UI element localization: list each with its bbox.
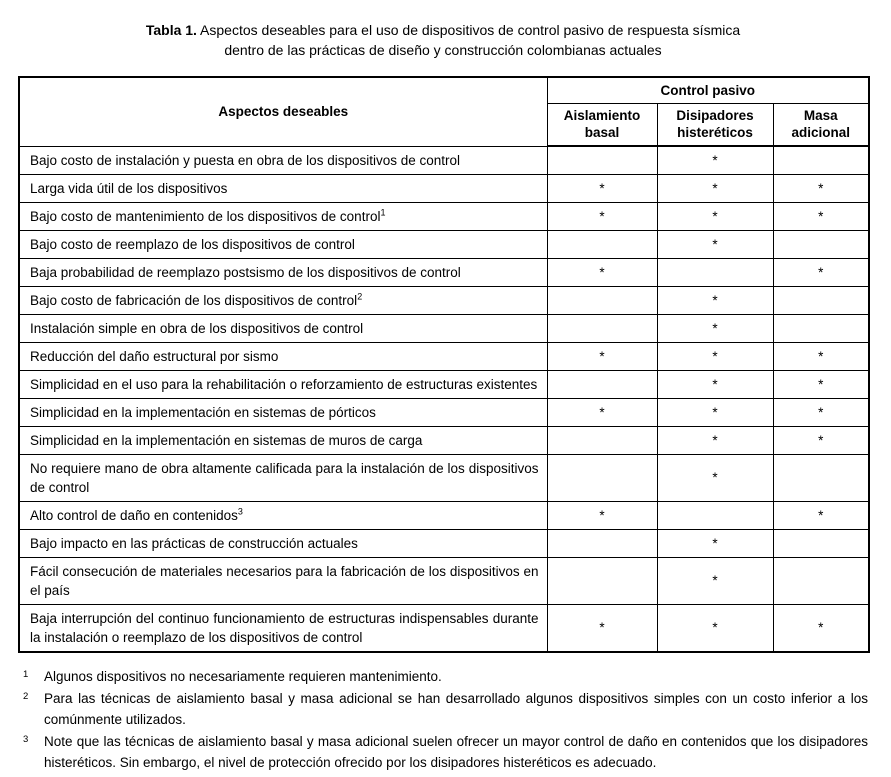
- mark-aislamiento-basal: [547, 286, 657, 314]
- caption-text-line2: dentro de las prácticas de diseño y construcción colombianas actuales: [224, 42, 662, 58]
- footnote-1-number: 1: [23, 668, 29, 680]
- mark-disipadores-histereticos: *: [657, 398, 773, 426]
- mark-masa-adicional: *: [773, 604, 869, 652]
- aspect-label: Reducción del daño estructural por sismo: [19, 342, 547, 370]
- mark-disipadores-histereticos: *: [657, 370, 773, 398]
- table-row: [19, 557, 869, 604]
- aspect-label: Baja interrupción del continuo funcionamiento de estructuras indispensables durante la instalación o reemplazo de los dispositivos de control: [19, 604, 547, 652]
- mark-aislamiento-basal: [547, 370, 657, 398]
- table-caption: [18, 20, 868, 60]
- header-row-group: [19, 77, 869, 103]
- mark-masa-adicional: [773, 230, 869, 258]
- table-row: [19, 501, 869, 529]
- aspect-label: Bajo costo de reemplazo de los dispositivos de control: [19, 230, 547, 258]
- mark-disipadores-histereticos: *: [657, 202, 773, 230]
- mark-disipadores-histereticos: *: [657, 557, 773, 604]
- caption-label: Tabla 1.: [145, 22, 197, 38]
- footnote-3-number: 3: [23, 733, 29, 745]
- mark-aislamiento-basal: *: [547, 604, 657, 652]
- aspect-label: Fácil consecución de materiales necesarios para la fabricación de los dispositivos en el país: [19, 557, 547, 604]
- aspects-table: [18, 76, 870, 653]
- aspect-label: No requiere mano de obra altamente calificada para la instalación de los dispositivos de control: [19, 454, 547, 501]
- mark-aislamiento-basal: *: [547, 398, 657, 426]
- table-row: [19, 314, 869, 342]
- aspect-label: Simplicidad en el uso para la rehabilitación o reforzamiento de estructuras existentes: [19, 370, 547, 398]
- header-aislamiento-basal: Aislamiento basal: [547, 103, 657, 146]
- aspect-label: Bajo impacto en las prácticas de construcción actuales: [19, 529, 547, 557]
- footnote-2-number: 2: [23, 690, 29, 702]
- mark-masa-adicional: *: [773, 174, 869, 202]
- mark-disipadores-histereticos: *: [657, 314, 773, 342]
- mark-masa-adicional: [773, 286, 869, 314]
- mark-aislamiento-basal: [547, 230, 657, 258]
- table-row: [19, 286, 869, 314]
- table-row: [19, 258, 869, 286]
- header-control-pasivo: Control pasivo: [547, 77, 869, 103]
- aspect-label: Bajo costo de instalación y puesta en obra de los dispositivos de control: [19, 146, 547, 174]
- table-row: [19, 398, 869, 426]
- mark-disipadores-histereticos: *: [657, 529, 773, 557]
- caption-line-2: [18, 40, 868, 60]
- aspect-label: Bajo costo de mantenimiento de los dispositivos de control$^1$: [19, 202, 547, 230]
- mark-aislamiento-basal: *: [547, 501, 657, 529]
- table-row: [19, 202, 869, 230]
- header-aspectos-deseables: Aspectos deseables: [19, 77, 547, 146]
- table-row: [19, 342, 869, 370]
- table-header: [19, 77, 869, 146]
- footnote-1: [18, 666, 868, 687]
- mark-aislamiento-basal: [547, 426, 657, 454]
- mark-disipadores-histereticos: *: [657, 426, 773, 454]
- mark-disipadores-histereticos: *: [657, 342, 773, 370]
- aspect-label: Instalación simple en obra de los dispositivos de control: [19, 314, 547, 342]
- footnote-2-text: Para las técnicas de aislamiento basal y masa adicional se han desarrollado algunos dispositivos simples con un costo inferior a los comúnmente utilizados.: [44, 690, 868, 727]
- footnote-2: [18, 688, 868, 730]
- caption-text-line1: Aspectos deseables para el uso de dispositivos de control pasivo de respuesta sísmica: [196, 22, 741, 38]
- aspect-label: Alto control de daño en contenidos$^3$: [19, 501, 547, 529]
- table-row: [19, 370, 869, 398]
- mark-disipadores-histereticos: *: [657, 604, 773, 652]
- mark-masa-adicional: [773, 454, 869, 501]
- mark-disipadores-histereticos: *: [657, 286, 773, 314]
- mark-masa-adicional: [773, 529, 869, 557]
- mark-masa-adicional: [773, 146, 869, 174]
- table-row: [19, 604, 869, 652]
- mark-aislamiento-basal: *: [547, 202, 657, 230]
- mark-masa-adicional: *: [773, 501, 869, 529]
- mark-disipadores-histereticos: *: [657, 230, 773, 258]
- header-disipadores-histereticos: Disipadores histeréticos: [657, 103, 773, 146]
- mark-aislamiento-basal: [547, 557, 657, 604]
- table-row: [19, 454, 869, 501]
- mark-masa-adicional: *: [773, 398, 869, 426]
- mark-aislamiento-basal: *: [547, 174, 657, 202]
- mark-aislamiento-basal: [547, 314, 657, 342]
- mark-masa-adicional: *: [773, 202, 869, 230]
- table-row: [19, 174, 869, 202]
- footnote-1-text: Algunos dispositivos no necesariamente requieren mantenimiento.: [44, 668, 442, 684]
- mark-disipadores-histereticos: *: [657, 146, 773, 174]
- caption-line-1: [18, 20, 868, 40]
- table-row: [19, 146, 869, 174]
- mark-aislamiento-basal: *: [547, 258, 657, 286]
- mark-masa-adicional: [773, 314, 869, 342]
- footnote-3-text: Note que las técnicas de aislamiento basal y masa adicional suelen ofrecer un mayor control de daño en contenidos que los disipadores histeréticos. Sin embargo, el nivel de protección ofrecido por los disipadores histeréticos es adecuado.: [44, 733, 868, 770]
- mark-aislamiento-basal: [547, 454, 657, 501]
- footnotes-section: [18, 666, 868, 773]
- mark-masa-adicional: [773, 557, 869, 604]
- aspect-label: Larga vida útil de los dispositivos: [19, 174, 547, 202]
- mark-disipadores-histereticos: [657, 501, 773, 529]
- table-body: [19, 146, 869, 652]
- mark-disipadores-histereticos: *: [657, 454, 773, 501]
- mark-aislamiento-basal: *: [547, 342, 657, 370]
- aspect-label: Baja probabilidad de reemplazo postsismo de los dispositivos de control: [19, 258, 547, 286]
- mark-disipadores-histereticos: [657, 258, 773, 286]
- table-row: [19, 426, 869, 454]
- aspect-label: Bajo costo de fabricación de los dispositivos de control$^2$: [19, 286, 547, 314]
- mark-masa-adicional: *: [773, 426, 869, 454]
- mark-masa-adicional: *: [773, 258, 869, 286]
- mark-aislamiento-basal: [547, 529, 657, 557]
- mark-masa-adicional: *: [773, 342, 869, 370]
- mark-aislamiento-basal: [547, 146, 657, 174]
- header-masa-adicional: Masa adicional: [773, 103, 869, 146]
- aspect-label: Simplicidad en la implementación en sistemas de muros de carga: [19, 426, 547, 454]
- aspect-label: Simplicidad en la implementación en sistemas de pórticos: [19, 398, 547, 426]
- footnote-3: [18, 731, 868, 773]
- mark-masa-adicional: *: [773, 370, 869, 398]
- table-row: [19, 230, 869, 258]
- mark-disipadores-histereticos: *: [657, 174, 773, 202]
- table-row: [19, 529, 869, 557]
